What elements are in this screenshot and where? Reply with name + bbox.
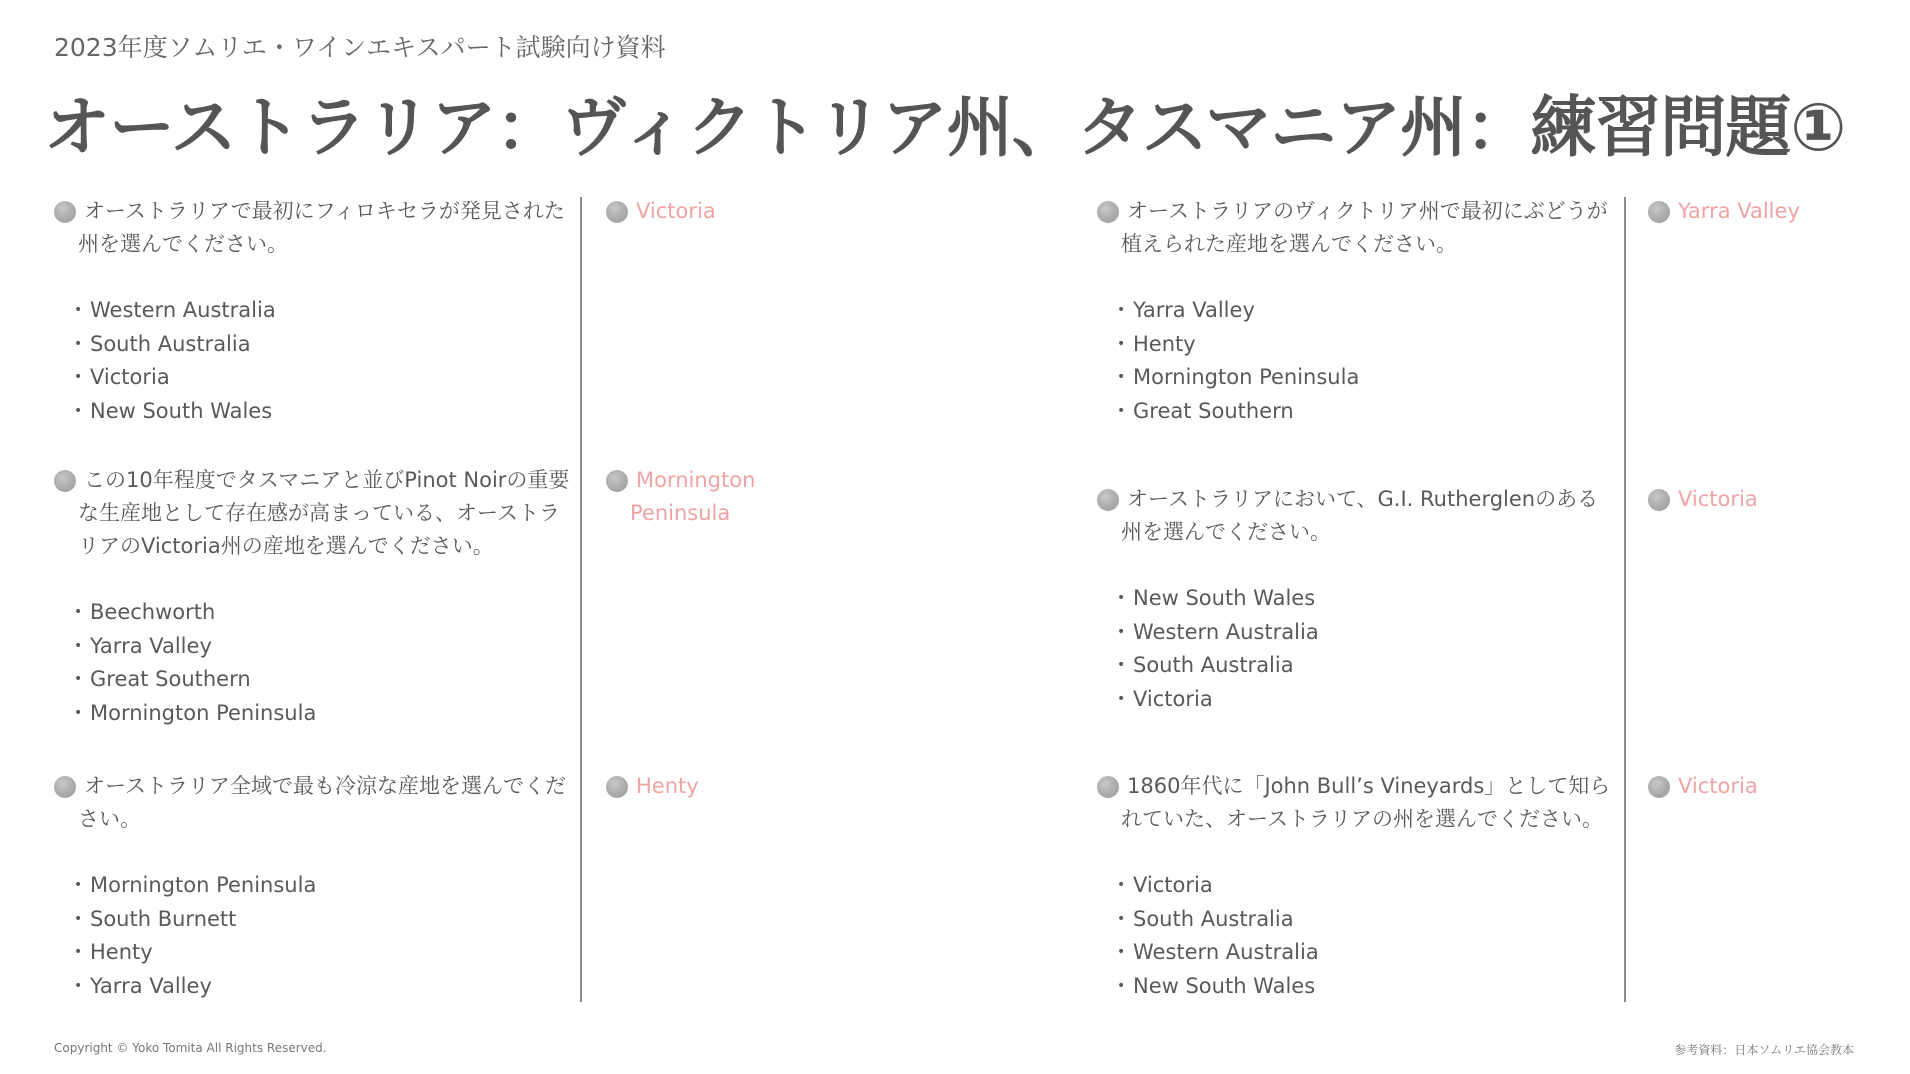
question-block-left-3 bbox=[54, 770, 574, 1003]
option-item: • South Australia bbox=[74, 328, 574, 362]
option-item: • Mornington Peninsula bbox=[74, 697, 574, 731]
option-item: • South Australia bbox=[1117, 903, 1617, 937]
question-block-right-2 bbox=[1097, 483, 1617, 716]
question-label: この10年程度でタスマニアと並びPinot Noirの重要な生産地として存在感が高まっている、オーストラリアのVictoria州の産地を選んでください。 bbox=[78, 468, 570, 558]
answer-label: Victoria bbox=[1678, 774, 1758, 798]
question-block-right-3 bbox=[1097, 770, 1617, 1003]
question-text bbox=[1097, 770, 1617, 836]
circle-bullet-icon bbox=[54, 470, 76, 492]
circle-bullet-icon bbox=[606, 776, 628, 798]
circle-bullet-icon bbox=[606, 470, 628, 492]
option-item: • Yarra Valley bbox=[1117, 294, 1617, 328]
circle-bullet-icon bbox=[1097, 776, 1119, 798]
circle-bullet-icon bbox=[606, 201, 628, 223]
circle-bullet-icon bbox=[1097, 489, 1119, 511]
question-text bbox=[1097, 195, 1617, 261]
option-item: • South Australia bbox=[1117, 649, 1617, 683]
answer-label: Victoria bbox=[636, 199, 716, 223]
option-item: • Western Australia bbox=[1117, 936, 1617, 970]
page-title: オーストラリア：ヴィクトリア州、タスマニア州：練習問題① bbox=[44, 89, 1846, 166]
option-list bbox=[1097, 294, 1617, 428]
option-item: • Victoria bbox=[1117, 683, 1617, 717]
question-text bbox=[54, 770, 574, 836]
question-text bbox=[54, 464, 574, 563]
reference-note: 参考資料：日本ソムリエ協会教本 bbox=[1674, 1043, 1854, 1057]
option-item: • South Burnett bbox=[74, 903, 574, 937]
option-list bbox=[1097, 869, 1617, 1003]
option-list bbox=[54, 294, 574, 428]
option-item: • Yarra Valley bbox=[74, 630, 574, 664]
question-block-right-1 bbox=[1097, 195, 1617, 428]
option-item: • Mornington Peninsula bbox=[74, 869, 574, 903]
answer-label: Victoria bbox=[1678, 487, 1758, 511]
answer-right-3 bbox=[1648, 770, 1848, 803]
question-label: オーストラリアにおいて、G.I. Rutherglenのある州を選んでください。 bbox=[1121, 487, 1599, 544]
copyright-notice: Copyright © Yoko Tomita All Rights Reserved. bbox=[54, 1041, 327, 1055]
answer-right-1 bbox=[1648, 195, 1848, 228]
circle-bullet-icon bbox=[1648, 776, 1670, 798]
option-item: • Great Southern bbox=[74, 663, 574, 697]
option-list bbox=[54, 596, 574, 730]
answer-label: Henty bbox=[636, 774, 699, 798]
option-item: • Victoria bbox=[74, 361, 574, 395]
answer-right-2 bbox=[1648, 483, 1848, 516]
question-label: オーストラリアのヴィクトリア州で最初にぶどうが植えられた産地を選んでください。 bbox=[1121, 199, 1608, 256]
question-label: オーストラリア全域で最も冷涼な産地を選んでください。 bbox=[78, 774, 566, 831]
circle-bullet-icon bbox=[1097, 201, 1119, 223]
option-item: • Great Southern bbox=[1117, 395, 1617, 429]
option-item: • Henty bbox=[1117, 328, 1617, 362]
answer-left-3 bbox=[606, 770, 766, 803]
column-divider-left bbox=[580, 197, 582, 1002]
option-item: • Western Australia bbox=[74, 294, 574, 328]
question-text bbox=[54, 195, 574, 261]
question-text bbox=[1097, 483, 1617, 549]
option-item: • New South Wales bbox=[1117, 582, 1617, 616]
question-label: 1860年代に「John Bull’s Vineyards」として知られていた、オーストラリアの州を選んでください。 bbox=[1121, 774, 1611, 831]
option-item: • Victoria bbox=[1117, 869, 1617, 903]
column-divider-right bbox=[1624, 197, 1626, 1002]
circle-bullet-icon bbox=[54, 201, 76, 223]
circle-bullet-icon bbox=[1648, 201, 1670, 223]
answer-left-2 bbox=[606, 464, 766, 530]
option-list bbox=[54, 869, 574, 1003]
option-item: • Henty bbox=[74, 936, 574, 970]
option-item: • Mornington Peninsula bbox=[1117, 361, 1617, 395]
question-label: オーストラリアで最初にフィロキセラが発見された州を選んでください。 bbox=[78, 199, 565, 256]
question-block-left-2 bbox=[54, 464, 574, 730]
document-subtitle: 2023年度ソムリエ・ワインエキスパート試験向け資料 bbox=[54, 33, 666, 62]
option-list bbox=[1097, 582, 1617, 716]
option-item: • Beechworth bbox=[74, 596, 574, 630]
circle-bullet-icon bbox=[54, 776, 76, 798]
answer-label: Yarra Valley bbox=[1678, 199, 1800, 223]
option-item: • New South Wales bbox=[1117, 970, 1617, 1004]
answer-label: Mornington Peninsula bbox=[630, 468, 756, 525]
question-block-left-1 bbox=[54, 195, 574, 428]
answer-left-1 bbox=[606, 195, 766, 228]
option-item: • New South Wales bbox=[74, 395, 574, 429]
option-item: • Yarra Valley bbox=[74, 970, 574, 1004]
circle-bullet-icon bbox=[1648, 489, 1670, 511]
option-item: • Western Australia bbox=[1117, 616, 1617, 650]
